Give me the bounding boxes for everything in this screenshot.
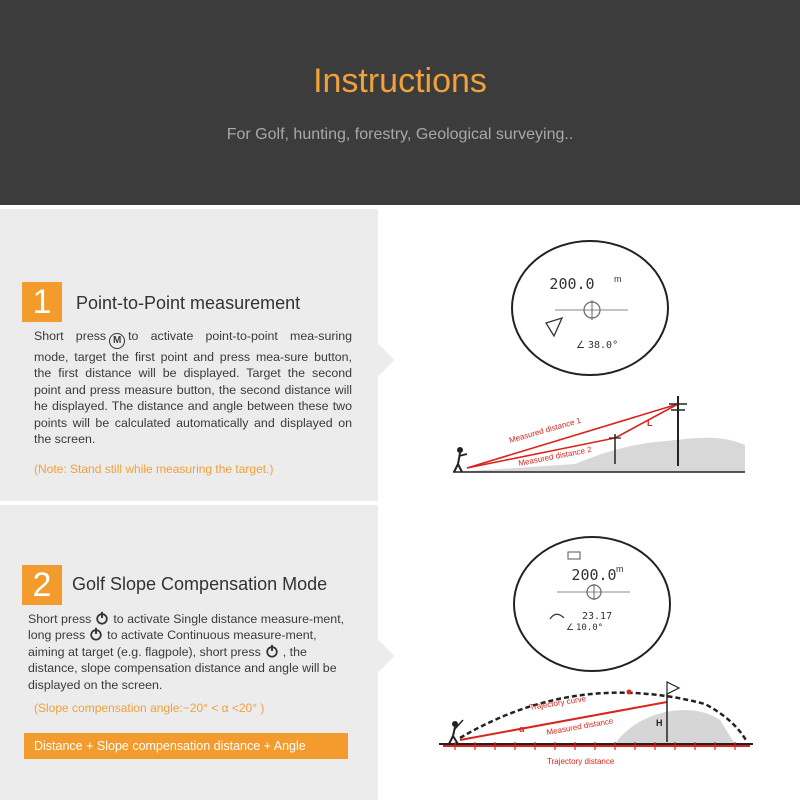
- power-button-icon: [265, 644, 279, 658]
- header-banner: [0, 0, 800, 205]
- section1-number: 1: [22, 282, 62, 322]
- label-measured-1: Measured distance 1: [508, 415, 582, 445]
- section1-diagram: [445, 390, 745, 480]
- section2-note: (Slope compensation angle:−20° < α <20° ): [34, 701, 265, 715]
- section2-diagram: [435, 680, 755, 770]
- flag-icon: [667, 682, 679, 694]
- section1-body: [34, 328, 352, 447]
- power-button-icon: [89, 627, 103, 641]
- section2-text-b: to activate Single distance measure-ment, long press: [28, 612, 345, 643]
- section2-text-a: Short press: [28, 612, 92, 626]
- section2-number: 2: [22, 565, 62, 605]
- lcd-unit: m: [614, 274, 622, 284]
- m-button-icon: M: [109, 333, 125, 349]
- person-figure: [454, 447, 467, 472]
- section1-text-a: Short press: [34, 329, 107, 343]
- section2-text-c: to activate Continuous measure-ment, aiming at target (e.g. flagpole), short press: [28, 628, 317, 659]
- green-hill: [615, 710, 735, 744]
- label-measured-2: Measured distance 2: [517, 444, 593, 468]
- lcd-angle-symbol: ∠: [566, 622, 575, 632]
- power-button-icon: [95, 611, 109, 625]
- lcd-angle: 38.0°: [588, 340, 619, 351]
- feature-banner: Distance + Slope compensation distance + Angle: [24, 733, 348, 759]
- label-alpha: α: [519, 724, 525, 734]
- label-l: L: [647, 418, 653, 428]
- label-h: H: [656, 718, 663, 728]
- section1-note: (Note: Stand still while measuring the target.): [34, 462, 274, 476]
- section1-text-b: to activate point-to-point mea-suring mode, target the first point and press mea-sure button, the first distance will be displayed. Target the second point and press measure button, the second distance will he displayed. The distance and angle between these two points will be calculated automatically and displayed on the screen.: [34, 329, 352, 447]
- ball-apex: [627, 690, 632, 695]
- section2-text-d: , the distance, slope compensation distance and angle will be displayed on the screen.: [28, 644, 337, 692]
- eyepiece-ring: [514, 537, 670, 671]
- section2-body: [28, 611, 356, 693]
- lcd-distance: 200.0: [549, 275, 595, 293]
- hill-shape: [455, 438, 745, 472]
- eyepiece-ring: [512, 241, 668, 375]
- lcd-angle: 10.0°: [576, 623, 604, 633]
- label-trajectory-distance: Trajectory distance: [547, 757, 615, 766]
- label-trajectory-curve: Trajectory curve: [528, 694, 587, 712]
- page-title: Instructions: [313, 62, 487, 100]
- section2-title: Golf Slope Compensation Mode: [72, 574, 328, 594]
- lcd-distance: 200.0: [571, 566, 617, 584]
- section1-display: [510, 238, 670, 378]
- section2-display: [512, 534, 672, 674]
- lcd-unit: m: [616, 564, 624, 574]
- section1-title: Point-to-Point measurement: [76, 293, 301, 313]
- label-measured-distance: Measured distance: [545, 716, 614, 737]
- lcd-slope-distance: 23.17: [582, 611, 613, 622]
- page-subtitle: For Golf, hunting, forestry, Geological surveying..: [226, 126, 574, 143]
- lcd-angle-symbol: ∠: [576, 340, 585, 351]
